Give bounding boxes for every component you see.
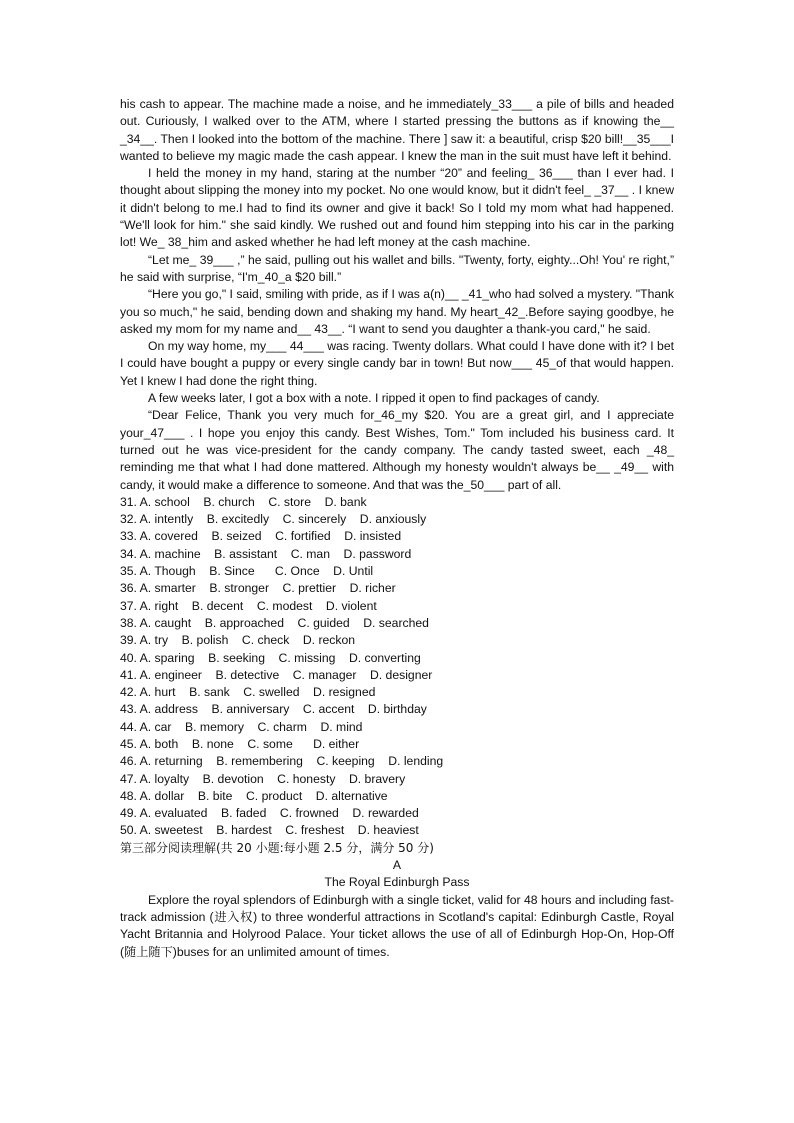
option-row: 50. A. sweetest B. hardest C. freshest D. heaviest (120, 823, 419, 838)
option-row: 38. A. caught B. approached C. guided D. searched (120, 615, 429, 630)
option-row: 44. A. car B. memory C. charm D. mind (120, 719, 363, 734)
passage-paragraph: “Let me_ 39___ ,” he said, pulling out his wallet and bills. "Twenty, forty, eighty...Oh! You' re right,” he said with surprise, “I'm_40_a $20 bill.” (120, 252, 674, 284)
option-row: 46. A. returning B. remembering C. keeping D. lending (120, 754, 444, 769)
option-row: 41. A. engineer B. detective C. manager D. designer (120, 667, 433, 682)
option-row: 37. A. right B. decent C. modest D. violent (120, 598, 377, 613)
option-row: 33. A. covered B. seized C. fortified D. insisted (120, 529, 402, 544)
part-label: A (392, 858, 402, 873)
option-row: 43. A. address B. anniversary C. accent D. birthday (120, 702, 427, 717)
passage-paragraph: On my way home, my___ 44___ was racing. Twenty dollars. What could I have done with it? I bet I could have bought a puppy or every single candy bar in town! But now___ 45_of that would happen. Yet I knew I had done the right thing. (120, 339, 674, 388)
option-row: 49. A. evaluated B. faded C. frowned D. rewarded (120, 806, 419, 821)
option-row: 40. A. sparing B. seeking C. missing D. converting (120, 650, 421, 665)
option-row: 31. A. school B. church C. store D. bank (120, 494, 367, 509)
option-row: 35. A. Though B. Since C. Once D. Until (120, 564, 374, 579)
passage-paragraph: his cash to appear. The machine made a noise, and he immediately_33___ a pile of bills and headed out. Curiously, I walked over to the ATM, where I started pressing the buttons as if knowing the__ _34__. Then I looked into the bottom of the machine. There ] saw it: a beautiful, crisp $20 bill!__35___I wanted to believe my magic made the cash appear. I knew the man in the suit must have left it behind. (120, 97, 674, 163)
option-row: 34. A. machine B. assistant C. man D. password (120, 546, 412, 561)
passage-paragraph: “Here you go," I said, smiling with pride, as if I was a(n)__ _41_who had solved a mystery. "Thank you so much," he said, bending down and shaking my hand. My heart_42_.Before saying goodbye, he asked my mom for my name and__ 43__. “I want to send you daughter a thank-you card," he said. (120, 287, 674, 336)
passage-paragraph: I held the money in my hand, staring at the number “20” and feeling_ 36___ than I ever had. I thought about slipping the money into my pocket. No one would know, but it didn't feel_ _37__ . I knew it didn't belong to me.I had to find its owner and give it back! So I told my mom what had happened. “We'll look for him." she said kindly. We rushed out and found him stepping into his car in the parking lot! We_ 38_him and asked whether he had left money at the cash machine. (120, 166, 674, 250)
article-paragraph: Explore the royal splendors of Edinburgh with a single ticket, valid for 48 hours and including fast-track admission (进入权) to three wonderful attractions in Scotland's capital: Edinburgh Castle, Royal Yacht Britannia and Holyrood Palace. Your ticket allows the use of all of Edinburgh Hop-On, Hop-Off (随上随下)buses for an unlimited amount of times. (120, 892, 674, 959)
options-list (120, 494, 674, 840)
passage-paragraph: “Dear Felice, Thank you very much for_46_my $20. You are a great girl, and I appreciate your_47___ . I hope you enjoy this candy. Best Wishes, Tom." Tom included his business card. It turned out he was vice-president for the candy company. The candy tasted sweet, each _48_ reminding me that what I had done mattered. Although my honesty wouldn't always be__ _49__ with candy, it would make a difference to someone. And that was the_50___ part of all. (120, 408, 674, 492)
option-row: 45. A. both B. none C. some D. either (120, 736, 360, 751)
option-row: 39. A. try B. polish C. check D. reckon (120, 633, 356, 648)
article-title: The Royal Edinburgh Pass (324, 875, 470, 890)
option-row: 47. A. loyalty B. devotion C. honesty D. bravery (120, 771, 406, 786)
option-row: 36. A. smarter B. stronger C. prettier D. richer (120, 581, 396, 596)
option-row: 32. A. intently B. excitedly C. sincerely D. anxiously (120, 512, 427, 527)
passage-paragraph: A few weeks later, I got a box with a note. I ripped it open to find packages of candy. (148, 391, 600, 406)
section-heading: 第三部分阅读理解(共 20 小题:每小题 2.5 分，满分 50 分) (120, 840, 434, 855)
document-page (120, 96, 674, 961)
option-row: 48. A. dollar B. bite C. product D. alternative (120, 788, 388, 803)
option-row: 42. A. hurt B. sank C. swelled D. resigned (120, 685, 376, 700)
